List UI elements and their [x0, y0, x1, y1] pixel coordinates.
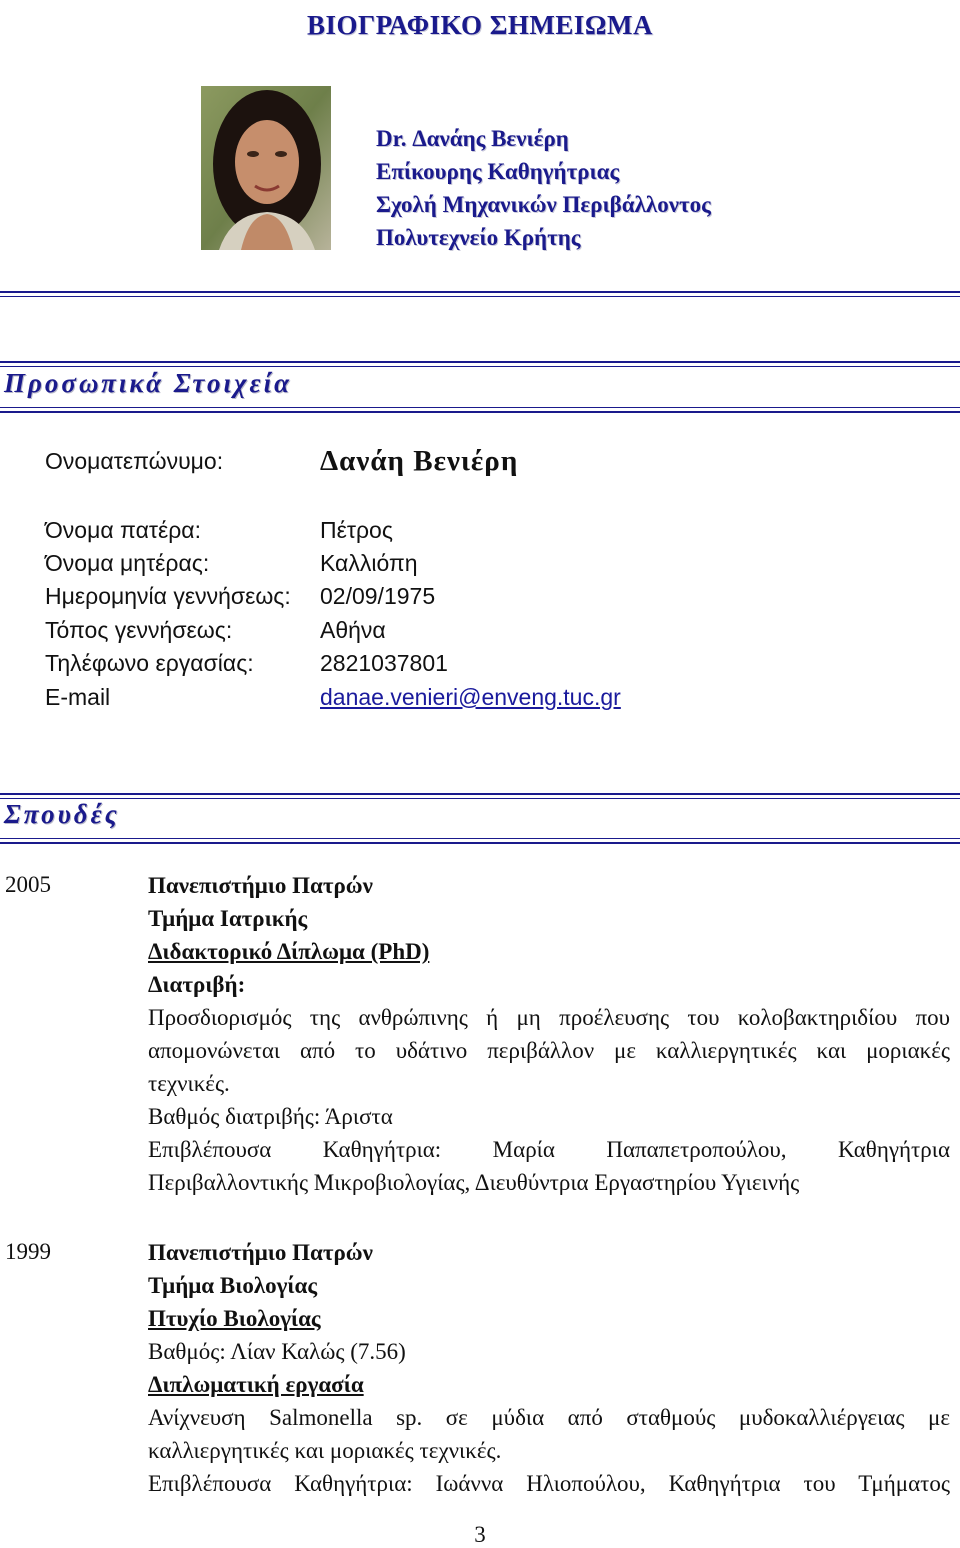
divider — [0, 798, 960, 799]
document-title: ΒΙΟΓΡΑΦΙΚΟ ΣΗΜΕΙΩΜΑ — [307, 10, 653, 40]
mother-value: Καλλιόπη — [320, 550, 418, 576]
header-position: Επίκουρης Καθηγήτριας — [376, 159, 620, 184]
portrait-photo — [201, 86, 331, 250]
study-department: Τμήμα Βιολογίας — [148, 1273, 318, 1298]
father-label: Όνομα πατέρα: — [45, 517, 201, 543]
divider — [0, 407, 960, 408]
divider — [0, 291, 960, 293]
header-name: Dr. Δανάης Βενιέρη — [376, 126, 569, 151]
header-block — [376, 122, 711, 254]
thesis-title-line: καλλιεργητικές και μοριακές τεχνικές. — [148, 1438, 502, 1463]
portrait-image — [201, 86, 331, 250]
divider — [0, 838, 960, 839]
thesis-label: Διπλωματική εργασία — [148, 1372, 364, 1397]
degree-grade: Βαθμός: Λίαν Καλώς (7.56) — [148, 1339, 406, 1364]
father-value: Πέτρος — [320, 517, 393, 543]
section-heading-personal: Προσωπικά Στοιχεία — [4, 368, 293, 398]
study-department: Τμήμα Ιατρικής — [148, 906, 308, 931]
header-university: Πολυτεχνείο Κρήτης — [376, 225, 581, 250]
supervisor-line: Επιβλέπουσα Καθηγήτρια: Ιωάννα Ηλιοπούλου, Καθηγήτρια του Τμήματος — [148, 1471, 950, 1496]
divider — [0, 411, 960, 413]
page-number: 3 — [474, 1522, 486, 1547]
thesis-grade: Βαθμός διατριβής: Άριστα — [148, 1104, 393, 1129]
thesis-title-line: Προσδιορισμός της ανθρώπινης ή μη προέλευσης του κολοβακτηριδίου που — [148, 1005, 950, 1030]
birthdate-label: Ημερομηνία γεννήσεως: — [45, 583, 291, 609]
study-degree: Πτυχίο Βιολογίας — [148, 1306, 321, 1331]
phone-label: Τηλέφωνο εργασίας: — [45, 650, 254, 676]
fullname-value: Δανάη Βενιέρη — [320, 445, 519, 477]
supervisor-line: Επιβλέπουσα Καθηγήτρια: Μαρία Παπαπετροπούλου, Καθηγήτρια — [148, 1137, 950, 1162]
phone-value: 2821037801 — [320, 650, 448, 676]
study-university: Πανεπιστήμιο Πατρών — [148, 1240, 373, 1265]
divider — [0, 366, 960, 367]
thesis-label: Διατριβή: — [148, 972, 246, 997]
divider — [0, 842, 960, 844]
supervisor-line: Περιβαλλοντικής Μικροβιολογίας, Διευθύντρια Εργαστηρίου Υγιεινής — [148, 1170, 800, 1195]
birthdate-value: 02/09/1975 — [320, 583, 436, 609]
email-label: E-mail — [45, 684, 111, 710]
section-heading-studies: Σπουδές — [4, 799, 120, 829]
study-entry-bsc — [148, 1236, 950, 1500]
birthplace-value: Αθήνα — [320, 617, 386, 643]
mother-label: Όνομα μητέρας: — [45, 550, 210, 576]
header-school: Σχολή Μηχανικών Περιβάλλοντος — [376, 192, 711, 217]
study-degree: Διδακτορικό Δίπλωμα (PhD) — [148, 939, 430, 964]
study-university: Πανεπιστήμιο Πατρών — [148, 873, 373, 898]
study-year: 2005 — [5, 872, 51, 897]
divider — [0, 296, 960, 297]
divider — [0, 793, 960, 795]
study-year: 1999 — [5, 1239, 51, 1264]
email-link[interactable]: danae.venieri@enveng.tuc.gr — [320, 684, 621, 710]
fullname-label: Ονοματεπώνυμο: — [45, 448, 224, 474]
divider — [0, 361, 960, 363]
thesis-title-line: τεχνικές. — [148, 1071, 230, 1096]
thesis-title-line: απομονώνεται από το υδάτινο περιβάλλον με καλλιεργητικές και μοριακές — [148, 1038, 950, 1063]
birthplace-label: Τόπος γεννήσεως: — [45, 617, 233, 643]
study-entry-phd — [148, 869, 950, 1199]
thesis-title-line: Ανίχνευση Salmonella sp. σε μύδια από σταθμούς μυδοκαλλιέργειας με — [148, 1405, 950, 1430]
